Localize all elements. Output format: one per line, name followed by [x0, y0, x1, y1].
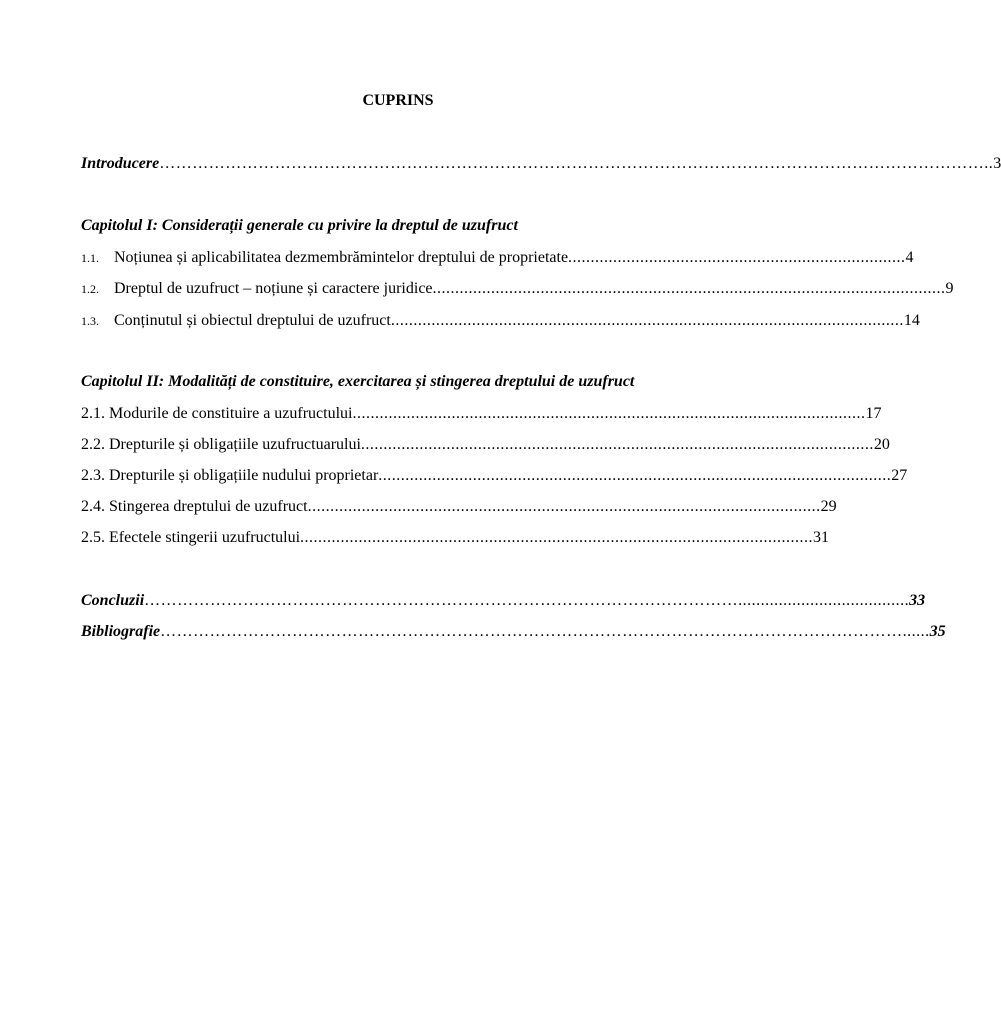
- toc-entry-label: 2.5. Efectele stingerii uzufructului: [81, 529, 301, 546]
- toc-entry-label: 2.2. Drepturile și obligațiile uzufructuarului: [81, 436, 361, 453]
- dot-leader: ..................................................................................................................: [390, 312, 904, 329]
- chapter-2-title: Capitolul II: Modalități de constituire, exercitarea și stingerea dreptului de uzufruct: [81, 373, 635, 390]
- toc-page-number: 20: [873, 436, 890, 453]
- toc-entry-number: 1.1.: [81, 251, 99, 265]
- dot-leader: ..................................................................................................................: [300, 529, 814, 546]
- toc-page-number: 9: [945, 280, 954, 297]
- toc-entry-2-5[interactable]: [81, 528, 830, 548]
- toc-entry-1-1[interactable]: [81, 248, 914, 268]
- chapter-1-title: Capitolul I: Considerații generale cu privire la dreptul de uzufruct: [81, 217, 518, 234]
- toc-entry-lead: [81, 279, 433, 299]
- toc-entry-2-2[interactable]: [81, 435, 890, 455]
- toc-entry-label: 2.3. Drepturile și obligațiile nudului proprietar: [81, 467, 379, 484]
- dot-leader: ……………………………………………………………………………………………………………………………………..: [159, 155, 994, 172]
- dot-leader: ..................................................................................................................: [432, 280, 946, 297]
- toc-entry-conclusions[interactable]: [81, 591, 926, 611]
- dot-leader: ...........................................................................: [568, 249, 906, 266]
- toc-page-number: 33: [909, 592, 926, 609]
- toc-page-number: 31: [813, 529, 830, 546]
- toc-page-number: 3: [993, 155, 1001, 172]
- dot-leader: ………………………………………………………………………………………………………………………......: [160, 623, 930, 640]
- toc-entry-1-3[interactable]: [81, 311, 920, 331]
- toc-entry-number: 1.3.: [81, 314, 99, 328]
- toc-entry-label: 2.1. Modurile de constituire a uzufructului: [81, 405, 353, 422]
- toc-entry-2-4[interactable]: [81, 497, 837, 517]
- toc-entry-label: Introducere: [81, 155, 160, 172]
- toc-page-number: 4: [905, 249, 914, 266]
- toc-page-number: 17: [865, 405, 882, 422]
- toc-entry-lead: [81, 311, 391, 331]
- toc-page-number: 27: [891, 467, 908, 484]
- toc-page-number: 14: [903, 312, 920, 329]
- toc-entry-label: Dreptul de uzufruct – noțiune și caractere juridice: [114, 280, 433, 297]
- toc-entry-label: Noțiunea și aplicabilitatea dezmembrămintelor dreptului de proprietate: [114, 249, 569, 266]
- toc-entry-bibliography[interactable]: [81, 622, 946, 642]
- toc-entry-2-1[interactable]: [81, 404, 882, 424]
- dot-leader: ..................................................................................................................: [307, 498, 821, 515]
- dot-leader: ..................................................................................................................: [360, 436, 874, 453]
- toc-entry-label: Conținutul și obiectul dreptului de uzufruct: [114, 312, 391, 329]
- toc-entry-introduction[interactable]: [81, 154, 1001, 174]
- toc-entry-number: 1.2.: [81, 282, 99, 296]
- toc-page-number: 35: [929, 623, 946, 640]
- toc-heading: CUPRINS: [362, 92, 434, 109]
- toc-entry-2-3[interactable]: [81, 466, 908, 486]
- toc-entry-label: 2.4. Stingerea dreptului de uzufruct: [81, 498, 308, 515]
- toc-entry-label: Concluzii: [81, 592, 145, 609]
- toc-entry-label: Bibliografie: [81, 623, 161, 640]
- dot-leader: ………………………………………………………………………………………………......................................: [144, 592, 910, 609]
- toc-entry-1-2[interactable]: [81, 279, 954, 299]
- toc-page-number: 29: [820, 498, 837, 515]
- dot-leader: ..................................................................................................................: [352, 405, 866, 422]
- dot-leader: ..................................................................................................................: [378, 467, 892, 484]
- toc-entry-lead: [81, 248, 568, 268]
